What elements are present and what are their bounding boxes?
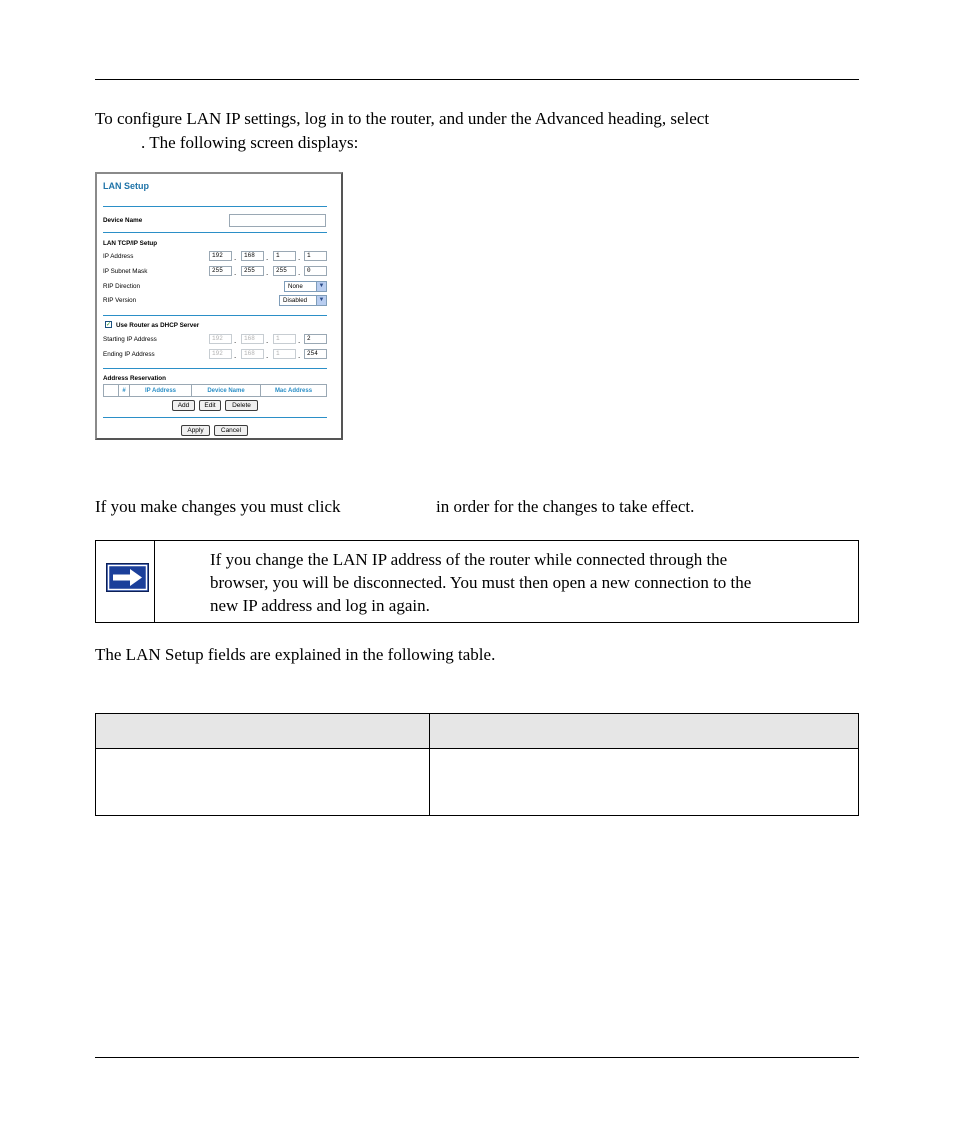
lan-setup-title: LAN Setup (103, 181, 149, 191)
octet-separator: . (234, 268, 237, 277)
device-name-input[interactable] (229, 214, 326, 227)
dhcp-label: Use Router as DHCP Server (116, 322, 200, 329)
start-octet-1[interactable]: 192 (209, 334, 232, 344)
warning-note (95, 540, 859, 623)
apply-button[interactable]: Apply (181, 425, 210, 436)
subnet-octet-3[interactable]: 255 (273, 266, 296, 276)
octet-separator: . (266, 351, 269, 360)
tcpip-heading: LAN TCP/IP Setup (103, 240, 158, 247)
end-octet-2[interactable]: 168 (241, 349, 264, 359)
octet-separator: . (266, 253, 269, 262)
reservation-header-row (104, 385, 327, 397)
octet-separator: . (234, 351, 237, 360)
lan-setup-screenshot (95, 172, 343, 440)
intro-line-2: . The following screen displays: (141, 133, 359, 152)
end-octet-1[interactable]: 192 (209, 349, 232, 359)
header-cell-field (96, 714, 430, 749)
col-mac-address: Mac Address (261, 385, 327, 397)
octet-separator: . (298, 268, 301, 277)
divider (103, 315, 327, 316)
note-icon-cell (96, 541, 155, 622)
octet-separator: . (298, 351, 301, 360)
row-cell-field (96, 749, 430, 816)
start-octet-3[interactable]: 1 (273, 334, 296, 344)
cancel-button[interactable]: Cancel (214, 425, 248, 436)
end-octet-3[interactable]: 1 (273, 349, 296, 359)
rip-direction-value: None (288, 283, 303, 290)
table-intro: The LAN Setup fields are explained in the following table. (95, 645, 496, 664)
octet-separator: . (298, 336, 301, 345)
divider (103, 417, 327, 418)
divider (103, 368, 327, 369)
rip-direction-label: RIP Direction (103, 283, 140, 290)
col-select (104, 385, 119, 397)
start-octet-4[interactable]: 2 (304, 334, 327, 344)
rip-version-select[interactable] (279, 295, 327, 306)
col-ip-address: IP Address (130, 385, 192, 397)
subnet-octet-4[interactable]: 0 (304, 266, 327, 276)
col-number: # (119, 385, 130, 397)
octet-separator: . (234, 253, 237, 262)
fields-table-header (96, 714, 859, 749)
start-octet-2[interactable]: 168 (241, 334, 264, 344)
octet-separator: . (298, 253, 301, 262)
ip-octet-1[interactable]: 192 (209, 251, 232, 261)
row-cell-description (430, 749, 859, 816)
arrow-right-icon (106, 563, 149, 592)
starting-ip-label: Starting IP Address (103, 336, 157, 343)
changes-note-before: If you make changes you must click (95, 497, 341, 516)
warning-line-1: If you change the LAN IP address of the router while connected through the (210, 550, 728, 569)
rip-version-label: RIP Version (103, 297, 137, 304)
delete-button[interactable]: Delete (225, 400, 258, 411)
ip-octet-2[interactable]: 168 (241, 251, 264, 261)
divider (103, 232, 327, 233)
add-button[interactable]: Add (172, 400, 195, 411)
ip-address-label: IP Address (103, 253, 134, 260)
end-octet-4[interactable]: 254 (304, 349, 327, 359)
header-cell-description (430, 714, 859, 749)
col-device-name: Device Name (192, 385, 261, 397)
footer-rule (95, 1057, 859, 1058)
changes-note-after: in order for the changes to take effect. (436, 497, 695, 516)
table-row (96, 749, 859, 816)
intro-line-1: To configure LAN IP settings, log in to the router, and under the Advanced heading, select (95, 109, 710, 128)
warning-text (210, 548, 846, 617)
rip-version-value: Disabled (283, 297, 308, 304)
rip-direction-select[interactable] (284, 281, 327, 292)
dhcp-checkbox[interactable]: ✓ (106, 322, 112, 328)
header-rule (95, 79, 859, 80)
subnet-octet-2[interactable]: 255 (241, 266, 264, 276)
edit-button[interactable]: Edit (199, 400, 221, 411)
reservation-heading: Address Reservation (103, 375, 166, 382)
octet-separator: . (234, 336, 237, 345)
chevron-down-icon: ▼ (316, 282, 326, 291)
ip-octet-3[interactable]: 1 (273, 251, 296, 261)
warning-line-2: browser, you will be disconnected. You must then open a new connection to the (210, 573, 752, 592)
octet-separator: . (266, 268, 269, 277)
octet-separator: . (266, 336, 269, 345)
ip-octet-4[interactable]: 1 (304, 251, 327, 261)
warning-line-3: new IP address and log in again. (210, 596, 430, 615)
reservation-table (103, 384, 327, 397)
device-name-label: Device Name (103, 217, 143, 224)
chevron-down-icon: ▼ (316, 296, 326, 305)
divider (103, 206, 327, 207)
ending-ip-label: Ending IP Address (103, 351, 155, 358)
subnet-label: IP Subnet Mask (103, 268, 148, 275)
fields-table (95, 713, 859, 816)
subnet-octet-1[interactable]: 255 (209, 266, 232, 276)
